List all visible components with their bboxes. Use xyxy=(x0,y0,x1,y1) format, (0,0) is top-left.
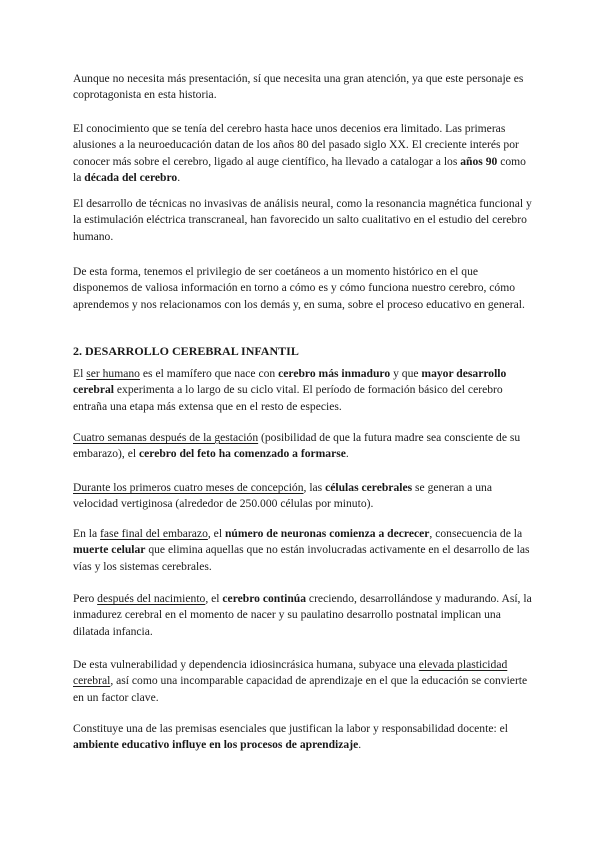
bold-run: cerebro continúa xyxy=(222,592,307,605)
text-run: experimenta a lo largo de su ciclo vital. El período de formación básico del cerebro entraña una etapa más extensa que en el resto de especies. xyxy=(73,383,503,413)
text-run: El desarrollo de técnicas no invasivas de análisis neural, como la resonancia magnética funcional y la estimulación eléctrica transcraneal, han favorecido un salto cualitativo en el estudio del cerebro humano. xyxy=(73,197,532,243)
paragraph-brain-knowledge xyxy=(73,121,533,187)
underlined-run: Cuatro semanas después de la gestación xyxy=(73,431,259,444)
text-run: , el xyxy=(205,592,223,605)
bold-run: células cerebrales xyxy=(325,481,413,494)
text-run: creciendo, desarrollándose y madurando. Así, la inmadurez cerebral en el momento de nacer y su paulatino desarrollo postnatal implican una dilatada infancia. xyxy=(73,592,532,638)
bold-run: cerebro más inmaduro xyxy=(278,367,391,380)
text-run: y que xyxy=(390,367,422,380)
text-run: , consecuencia de la xyxy=(429,527,523,540)
text-run: De esta forma, tenemos el privilegio de ser coetáneos a un momento histórico en el que disponemos de valiosa información en torno a cómo es y cómo funciona nuestro cerebro, cómo aprendemos y nos relacionamos con los demás y, en suma, sobre el proceso educativo en general. xyxy=(73,265,525,311)
text-run: El conocimiento que se tenía del cerebro hasta hace unos decenios era limitado. Las primeras alusiones a la neuroeducación datan de los años 80 del pasado siglo XX. El creciente interés por conocer más sobre el cerebro, ligado al auge científico, ha llevado a catalogar a los xyxy=(73,122,519,168)
underlined-run: elevada plasticidad cerebral xyxy=(73,658,508,688)
text-run: . xyxy=(358,738,362,752)
paragraph-final-phase xyxy=(73,526,533,575)
text-run: se generan a una velocidad vertiginosa (alrededor de 250.000 células por minuto). xyxy=(73,481,492,511)
underlined-run: fase final del embarazo xyxy=(100,527,208,540)
bold-run: años 90 xyxy=(460,154,498,168)
paragraph-human-being xyxy=(73,366,533,415)
text-run: En la xyxy=(73,527,101,540)
text-run: , el xyxy=(207,527,225,540)
paragraph-after-birth xyxy=(73,591,533,640)
text-run: . xyxy=(345,447,349,461)
paragraph-neural-techniques xyxy=(73,196,533,245)
bold-run: cerebro del feto ha comenzado a formarse xyxy=(138,447,346,461)
paragraph-four-weeks xyxy=(73,430,533,463)
underlined-run: ser humano xyxy=(86,367,140,380)
bold-run: década del cerebro xyxy=(84,171,178,185)
paragraph-intro xyxy=(73,71,533,104)
text-run: , las xyxy=(303,481,326,494)
paragraph-four-months xyxy=(73,480,533,513)
text-run: (posibilidad de que la futura madre sea consciente de su embarazo), el xyxy=(73,431,521,461)
bold-run: ambiente educativo influye en los procesos de aprendizaje xyxy=(73,738,359,752)
text-run: De esta vulnerabilidad y dependencia idiosincrásica humana, subyace una xyxy=(73,658,419,671)
text-run: es el mamífero que nace con xyxy=(139,367,279,380)
text-run: , así como una incomparable capacidad de aprendizaje en el que la educación se convierte en un factor clave. xyxy=(73,674,528,704)
bold-run: mayor desarrollo cerebral xyxy=(73,367,507,397)
paragraph-plasticity xyxy=(73,657,533,706)
text-run: Constituye una de las premisas esenciales que justifican la labor y responsabilidad docente: el xyxy=(73,722,508,735)
paragraph-historic-moment xyxy=(73,264,533,313)
text-run: que elimina aquellas que no están involucradas activamente en el desarrollo de las vías y los sistemas cerebrales. xyxy=(73,543,530,573)
bold-run: número de neuronas comienza a decrecer xyxy=(224,527,430,540)
bold-run: muerte celular xyxy=(73,543,146,557)
text-run: . xyxy=(177,171,181,185)
text-run: Pero xyxy=(73,592,98,605)
underlined-run: después del nacimiento xyxy=(97,592,206,605)
section-heading: 2. DESARROLLO CEREBRAL INFANTIL xyxy=(73,344,299,358)
underlined-run: Durante los primeros cuatro meses de concepción xyxy=(73,481,304,494)
text-run: El xyxy=(73,367,87,380)
text-run: como la xyxy=(73,154,526,185)
paragraph-premise xyxy=(73,721,533,754)
text-run: Aunque no necesita más presentación, sí que necesita una gran atención, ya que este personaje es coprotagonista en esta historia. xyxy=(73,72,524,102)
